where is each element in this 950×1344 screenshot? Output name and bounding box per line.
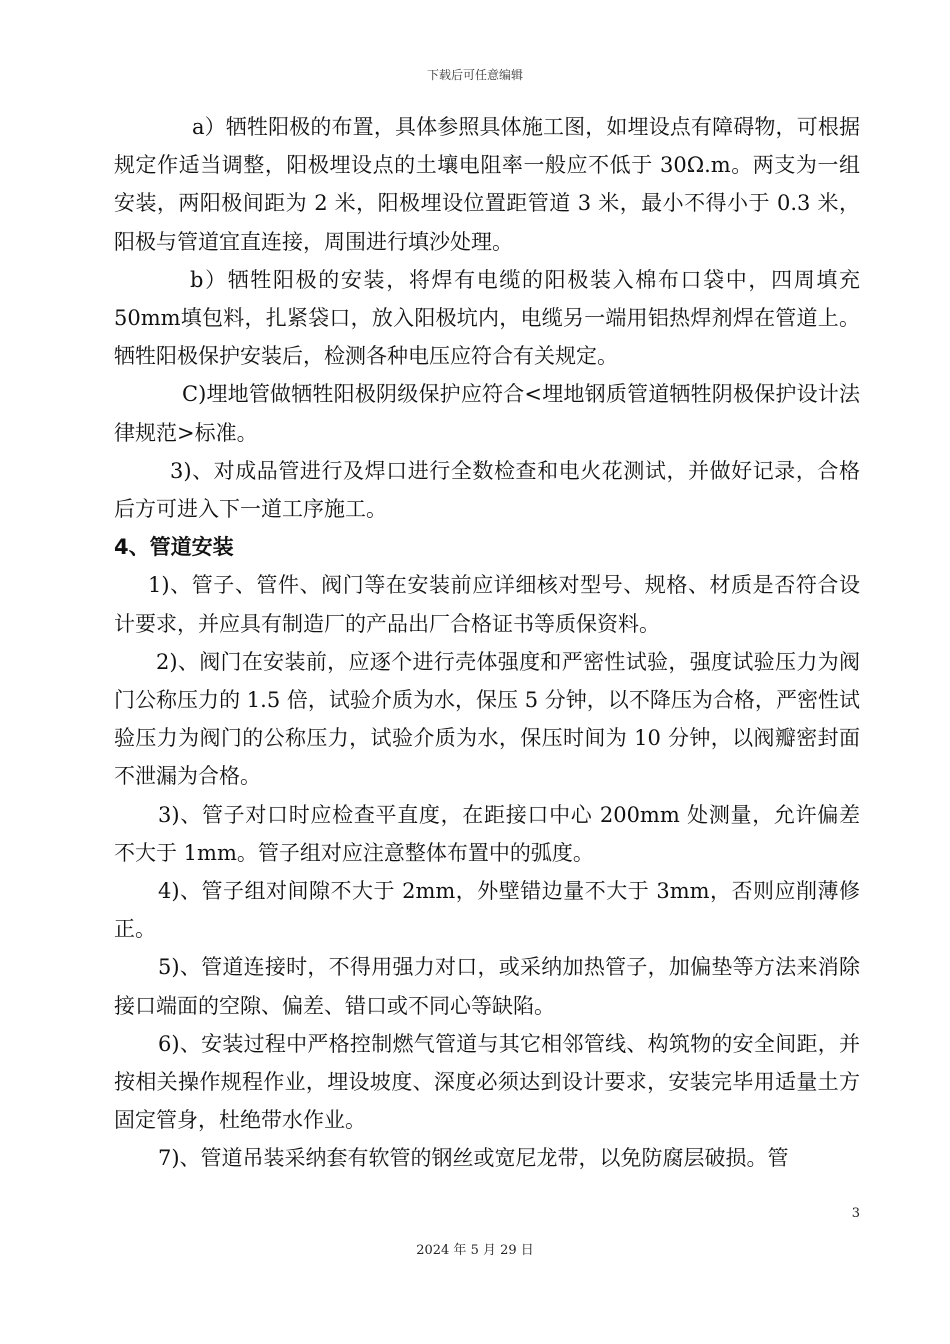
body-paragraph: 3)、对成品管进行及焊口进行全数检查和电火花测试，并做好记录，合格后方可进入下一道工序施工。 <box>114 458 860 522</box>
body-paragraph: 5)、管道连接时，不得用强力对口，或采纳加热管子，加偏垫等方法来消除接口端面的空隙、偏差、错口或不同心等缺陷。 <box>114 955 860 1018</box>
page-header: 下载后可任意编辑 <box>426 68 523 82</box>
body-paragraph: C)埋地管做牺牲阳极阴级保护应符合<埋地钢质管道牺牲阴极保护设计法律规范>标准。 <box>114 382 860 445</box>
document-body <box>114 108 860 1178</box>
body-paragraph: 6)、安装过程中严格控制燃气管道与其它相邻管线、构筑物的安全间距，并按相关操作规程作业，埋设坡度、深度必须达到设计要求，安装完毕用适量土方固定管身，杜绝带水作业。 <box>114 1031 860 1133</box>
body-paragraph: 4)、管子组对间隙不大于 2mm，外壁错边量不大于 3mm，否则应削薄修正。 <box>114 879 860 942</box>
page-number: 3 <box>851 1206 860 1221</box>
body-paragraph: 1)、管子、管件、阀门等在安装前应详细核对型号、规格、材质是否符合设计要求，并应具有制造厂的产品出厂合格证书等质保资料。 <box>114 573 860 636</box>
body-paragraph: a）牺牲阳极的布置，具体参照具体施工图，如埋设点有障碍物，可根据规定作适当调整，阳极埋设点的土壤电阻率一般应不低于 30Ω.m。两支为一组安装，两阳极间距为 2 米，阳极埋设位置距管道 3 米，最小不得小于 0.3 米，阳极与管道宜直连接，周围进行填沙处理。 <box>114 115 860 254</box>
body-paragraph: 3)、管子对口时应检查平直度，在距接口中心 200mm 处测量，允许偏差不大于 1mm。管子组对应注意整体布置中的弧度。 <box>114 802 860 865</box>
section-heading: 4、管道安装 <box>114 535 234 560</box>
body-paragraph: 2)、阀门在安装前，应逐个进行壳体强度和严密性试验，强度试验压力为阀门公称压力的 1.5 倍，试验介质为水，保压 5 分钟，以不降压为合格，严密性试验压力为阀门的公称压力，试验介质为水，保压时间为 10 分钟，以阀瓣密封面不泄漏为合格。 <box>114 649 860 789</box>
footer-date: 2024 年 5 月 29 日 <box>416 1243 534 1258</box>
body-paragraph: b）牺牲阳极的安装，将焊有电缆的阳极装入棉布口袋中，四周填充 50mm填包料，扎紧袋口，放入阳极坑内，电缆另一端用铝热焊剂焊在管道上。牺牲阳极保护安装后，检测各种电压应符合有关规定。 <box>114 267 860 369</box>
body-paragraph: 7)、管道吊装采纳套有软管的钢丝或宽尼龙带，以免防腐层破损。管 <box>158 1146 789 1171</box>
